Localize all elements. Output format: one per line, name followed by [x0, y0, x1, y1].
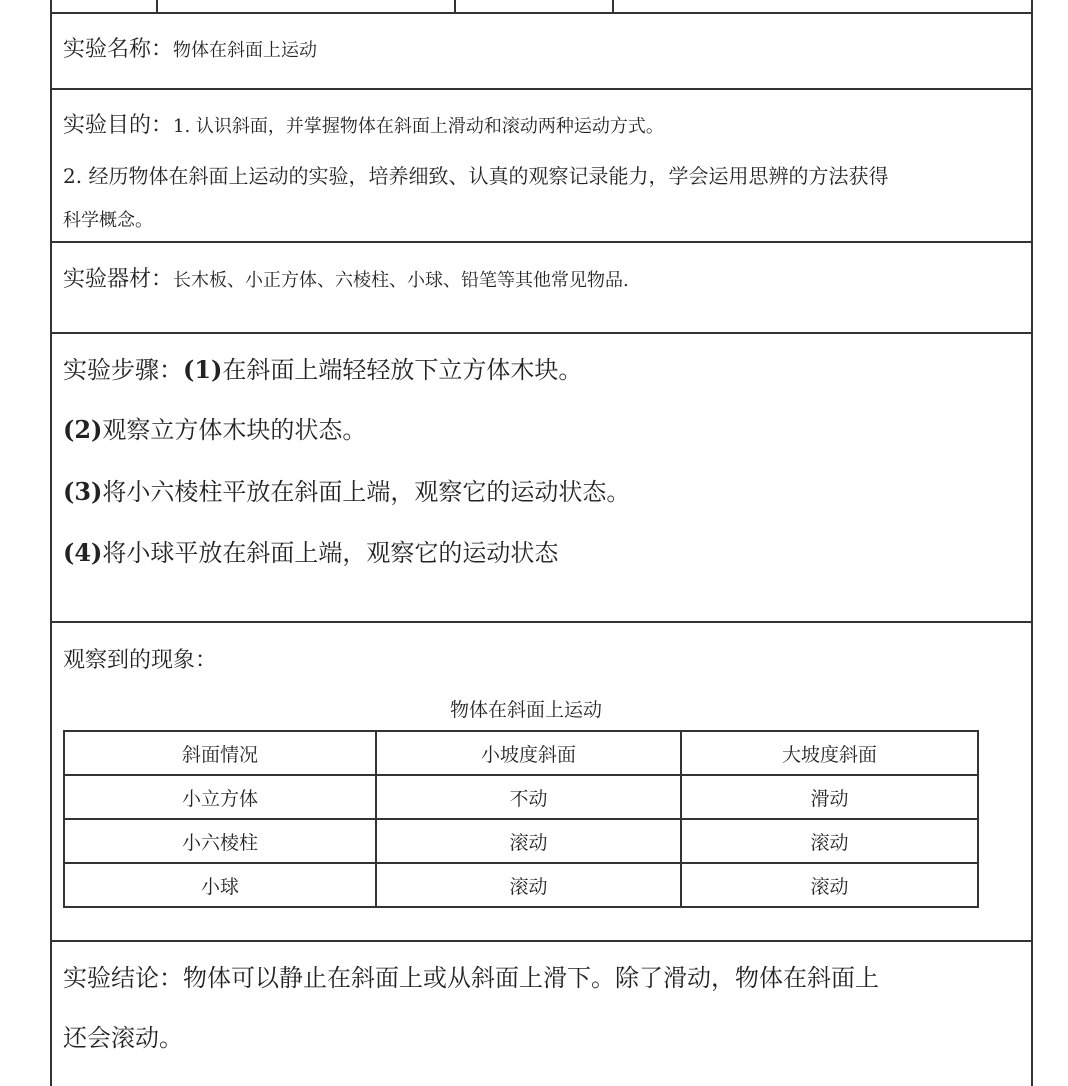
table-cell: 滚动: [376, 819, 681, 863]
conclusion-line-1: [63, 958, 879, 993]
table-cell: 滑动: [681, 775, 978, 819]
purpose-line-3: 科学概念。: [63, 210, 153, 231]
steps-label: 实验步骤：: [63, 356, 183, 384]
table-cell: 滚动: [376, 863, 681, 907]
row-divider: [50, 332, 1033, 334]
observation-table: [63, 730, 979, 908]
table-cell: 滚动: [681, 863, 978, 907]
left-border: [50, 0, 52, 1086]
row-divider: [50, 12, 1033, 14]
table-cell: 小六棱柱: [64, 819, 376, 863]
step-number: (2): [63, 415, 103, 444]
step-number: (3): [63, 477, 103, 506]
row-divider: [50, 940, 1033, 942]
step-1: [63, 350, 582, 385]
step-2: [63, 410, 366, 445]
table-cell: 不动: [376, 775, 681, 819]
experiment-name-value: 物体在斜面上运动: [173, 40, 318, 61]
table-header-row: [64, 731, 978, 775]
right-border: [1031, 0, 1033, 1086]
experiment-name-label: 实验名称：: [63, 37, 174, 62]
step-text: 观察立方体木块的状态。: [102, 416, 367, 444]
table-row: [64, 863, 978, 907]
equipment-label: 实验器材：: [63, 267, 174, 292]
table-header-cell: 小坡度斜面: [376, 731, 681, 775]
purpose-row: [63, 108, 664, 139]
equipment-row: [63, 262, 629, 293]
conclusion-line-2: 还会滚动。: [63, 1024, 183, 1052]
step-text: 将小六棱柱平放在斜面上端，观察它的运动状态。: [102, 478, 631, 506]
table-header-cell: 斜面情况: [64, 731, 376, 775]
conclusion-label: 实验结论：: [63, 964, 183, 992]
equipment-value: 长木板、小正方体、六棱柱、小球、铅笔等其他常见物品.: [173, 270, 629, 291]
table-header-cell: 大坡度斜面: [681, 731, 978, 775]
row-divider: [50, 241, 1033, 243]
purpose-line-1: 1. 认识斜面，并掌握物体在斜面上滑动和滚动两种运动方式。: [173, 116, 664, 137]
step-text: 将小球平放在斜面上端，观察它的运动状态: [102, 539, 559, 567]
table-cell: 小立方体: [64, 775, 376, 819]
table-row: [64, 819, 978, 863]
purpose-label: 实验目的：: [63, 113, 174, 138]
purpose-line-2: 2. 经历物体在斜面上运动的实验，培养细致、认真的观察记录能力，学会运用思辨的方法获得: [63, 164, 889, 188]
row-divider: [50, 621, 1033, 623]
row-divider: [50, 88, 1033, 90]
observation-label: 观察到的现象：: [63, 648, 218, 673]
table-cell: 小球: [64, 863, 376, 907]
step-text: 在斜面上端轻轻放下立方体木块。: [222, 356, 583, 384]
step-number: (4): [63, 538, 103, 567]
conclusion-text: 物体可以静止在斜面上或从斜面上滑下。除了滑动，物体在斜面上: [183, 964, 879, 992]
step-4: [63, 533, 558, 568]
step-3: [63, 472, 630, 507]
table-cell: 滚动: [681, 819, 978, 863]
step-number: (1): [183, 355, 223, 384]
table-row: [64, 775, 978, 819]
experiment-name-row: [63, 32, 317, 63]
observation-table-title: 物体在斜面上运动: [450, 699, 603, 721]
